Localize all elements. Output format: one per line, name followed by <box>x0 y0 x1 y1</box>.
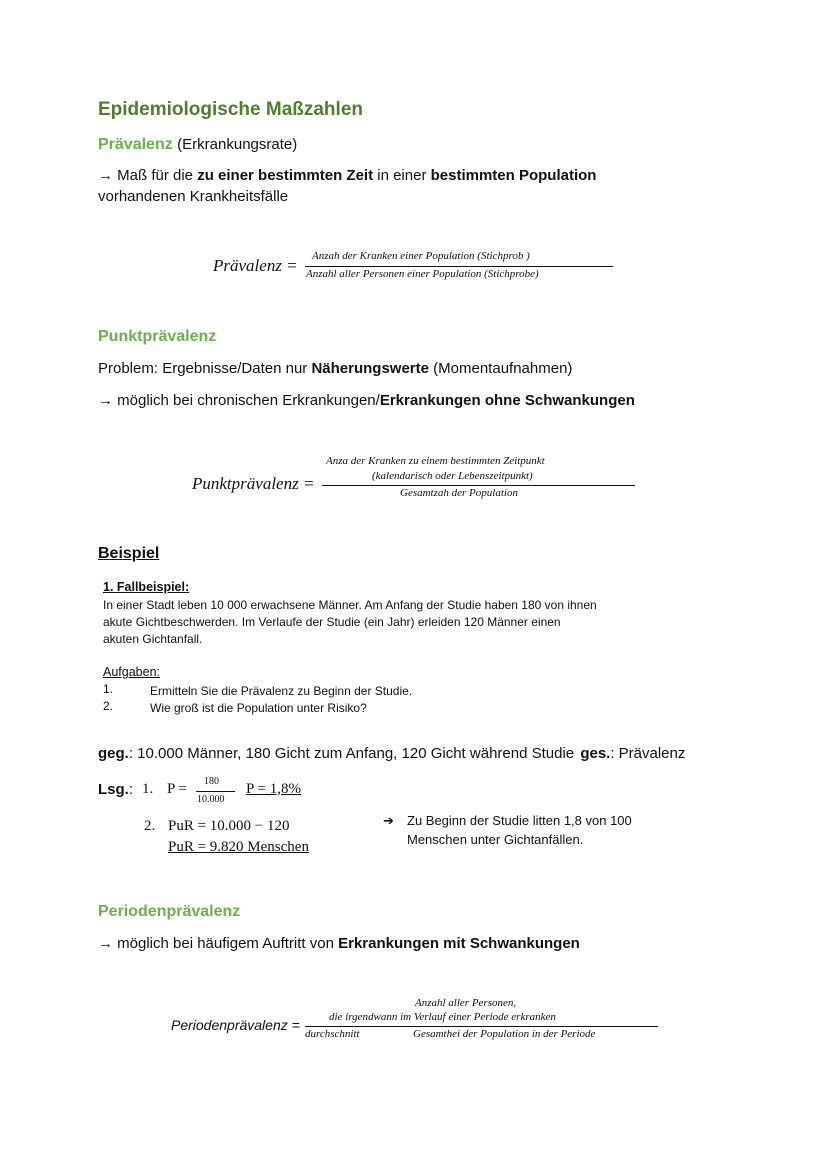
step2-number: 2. <box>144 818 156 834</box>
praevalenz-heading-suffix: (Erkrankungsrate) <box>177 136 298 153</box>
periode-fraction-bar <box>305 1026 658 1027</box>
praevalenz-heading-line <box>98 136 297 154</box>
punkt-formula-numerator-line1: Anza der Kranken zu einem bestimmten Zeitpunkt <box>326 455 545 467</box>
step1-result: P = 1,8% <box>246 781 301 797</box>
step2-line1: PuR = 10.000 − 120 <box>168 818 290 834</box>
aufgabe-1-num: 1. <box>103 682 114 696</box>
punkt-problem-line <box>98 360 572 377</box>
lsg-colon: : <box>128 781 134 798</box>
step2-line2: PuR = 9.820 Menschen <box>168 839 309 855</box>
aufgabe-1-text: Ermitteln Sie die Prävalenz zu Beginn der Studie. <box>150 684 413 698</box>
geg-text: : 10.000 Männer, 180 Gicht zum Anfang, 120 Gicht während Studie <box>128 745 575 762</box>
praevalenz-definition-line2: vorhandenen Krankheitsfälle <box>98 188 289 205</box>
punkt-fraction-bar <box>322 485 635 486</box>
fall-line3: akuten Gichtanfall. <box>103 632 203 646</box>
def-bold-population: bestimmten Population <box>430 167 597 184</box>
praevalenz-formula-numerator: Anzah der Kranken einer Population (Stichprob ) <box>312 250 530 262</box>
periode-formula-lhs: Periodenprävalenz = <box>171 1017 300 1033</box>
aufgabe-2-num: 2. <box>103 699 114 713</box>
periode-formula-denominator-left: durchschnitt <box>305 1028 360 1040</box>
fall-line2: akute Gichtbeschwerden. Im Verlaufe der Studie (ein Jahr) erleiden 120 Männer einen <box>103 615 561 629</box>
periode-formula-numerator-line2: die irgendwann im Verlauf einer Periode erkranken <box>329 1011 556 1023</box>
periode-moeglich-pre: → möglich bei häufigem Auftritt von <box>98 935 334 952</box>
punkt-heading: Punktprävalenz <box>98 328 217 345</box>
problem-pre-text: Problem: Ergebnisse/Daten nur <box>98 360 308 377</box>
periode-formula-numerator-line1: Anzahl aller Personen, <box>415 997 517 1009</box>
problem-post-text: (Momentaufnahmen) <box>433 360 573 377</box>
ges-label: ges. <box>580 745 611 762</box>
ges-text: : Prävalenz <box>610 745 686 762</box>
page-title: Epidemiologische Maßzahlen <box>98 99 363 120</box>
punkt-formula-numerator-line2: (kalendarisch oder Lebenszeitpunkt) <box>372 470 533 482</box>
step1-denominator: 10.000 <box>197 794 225 805</box>
praevalenz-formula-lhs: Prävalenz = <box>213 256 298 275</box>
step1-numerator: 180 <box>204 776 219 787</box>
praevalenz-definition-line1 <box>98 167 596 184</box>
def-mid-text: in einer <box>377 167 427 184</box>
periode-moeglich-line <box>98 935 580 952</box>
praevalenz-heading: Prävalenz <box>98 136 173 153</box>
problem-bold-text: Näherungswerte <box>311 360 429 377</box>
aufgaben-title: Aufgaben: <box>103 665 160 679</box>
def-bold-zeit: zu einer bestimmten Zeit <box>197 167 374 184</box>
def-arrow-text: → Maß für die <box>98 167 194 184</box>
answer-line1: Zu Beginn der Studie litten 1,8 von 100 <box>407 813 632 828</box>
geg-line <box>98 745 685 762</box>
punkt-moeglich-line <box>98 392 635 409</box>
punkt-formula-lhs: Punktprävalenz = <box>192 474 315 493</box>
step1-number: 1. <box>142 781 154 797</box>
periode-moeglich-bold: Erkrankungen mit Schwankungen <box>338 935 580 952</box>
fall-title: 1. Fallbeispiel: <box>103 580 190 594</box>
moeglich-pre-text: → möglich bei chronischen Erkrankungen/ <box>98 392 380 409</box>
step1-fraction-bar <box>196 791 235 792</box>
lsg-label-line <box>98 781 133 798</box>
step1-p: P = <box>167 781 187 797</box>
beispiel-heading: Beispiel <box>98 545 160 562</box>
praevalenz-formula-denominator: Anzahl aller Personen einer Population (Stichprobe) <box>306 268 539 280</box>
aufgabe-2-text: Wie groß ist die Population unter Risiko? <box>150 701 367 715</box>
fall-line1: In einer Stadt leben 10 000 erwachsene Männer. Am Anfang der Studie haben 180 von ihnen <box>103 598 597 612</box>
lsg-label: Lsg. <box>98 781 129 798</box>
geg-label: geg. <box>98 745 129 762</box>
answer-line2: Menschen unter Gichtanfällen. <box>407 832 584 847</box>
moeglich-bold-text: Erkrankungen ohne Schwankungen <box>379 392 635 409</box>
punkt-formula-denominator: Gesamtzah der Population <box>400 487 518 499</box>
praevalenz-fraction-bar <box>305 266 613 267</box>
periode-formula-denominator-right: Gesamthei der Population in der Periode <box>413 1028 596 1040</box>
periode-heading: Periodenprävalenz <box>98 903 241 920</box>
answer-arrow-icon: ➔ <box>383 813 394 828</box>
